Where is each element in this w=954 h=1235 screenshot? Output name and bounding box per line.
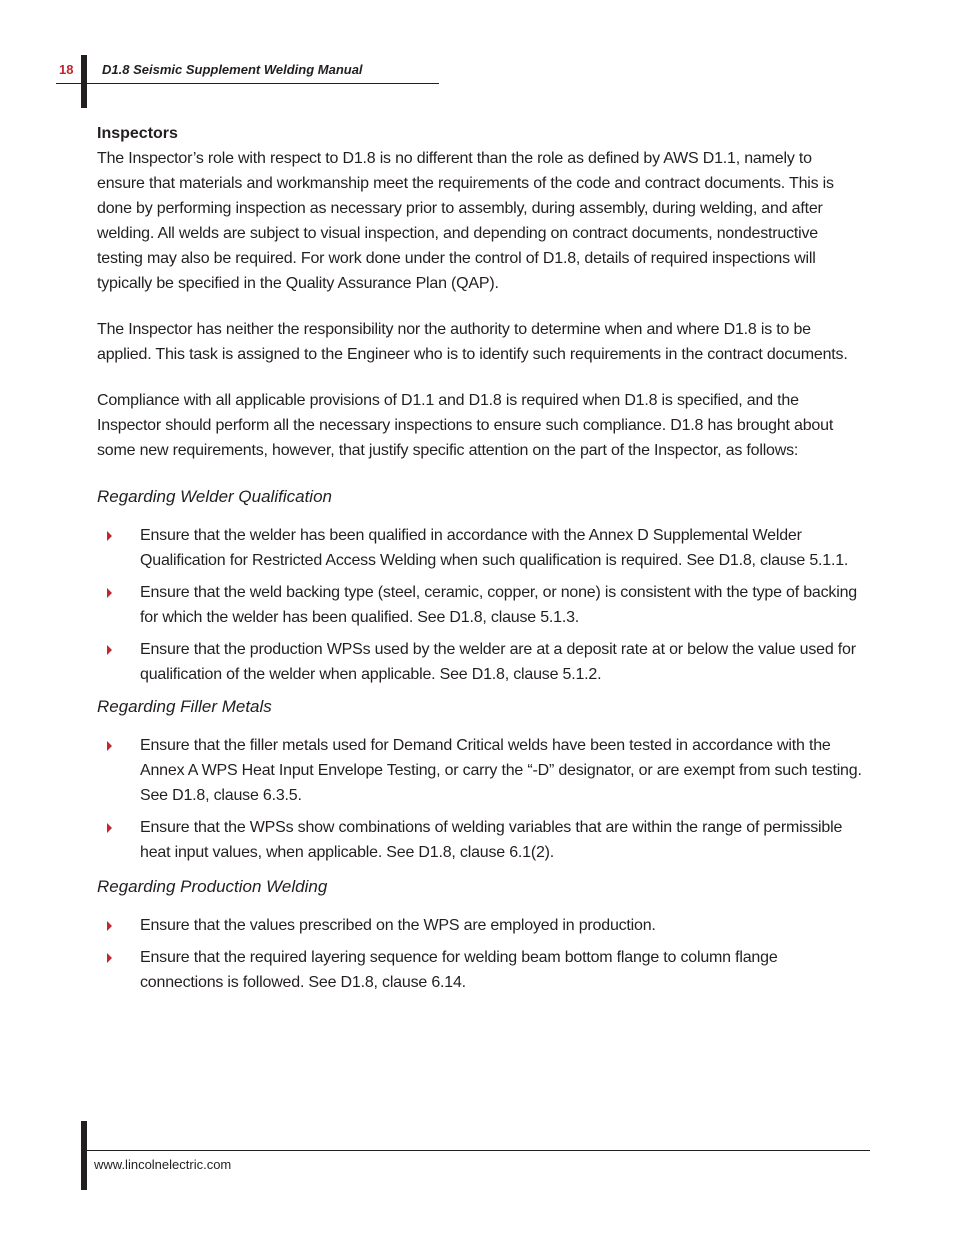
subheading-filler-metals: Regarding Filler Metals — [97, 697, 272, 716]
list-item — [97, 580, 862, 630]
triangle-right-icon — [107, 953, 112, 963]
list-item-text: Ensure that the filler metals used for Demand Critical welds have been tested in accordance with the Annex A WPS Heat Input Envelope Testing, or carry the “-D” designator, or are exempt from such testing. See D1.8, clause 6.3.5. — [140, 737, 862, 804]
triangle-right-icon — [107, 531, 112, 541]
list-item — [97, 913, 862, 938]
triangle-right-icon — [107, 921, 112, 931]
footer-rule — [81, 1150, 870, 1151]
running-title: D1.8 Seismic Supplement Welding Manual — [102, 62, 363, 77]
list-item-text: Ensure that the required layering sequence for welding beam bottom flange to column flange connections is followed. See D1.8, clause 6.14. — [140, 949, 778, 991]
paragraph: The Inspector has neither the responsibility nor the authority to determine when and where D1.8 is to be applied. This task is assigned to the Engineer who is to identify such requirements in the contract documents. — [97, 321, 848, 363]
list-item — [97, 637, 862, 687]
list-item-text: Ensure that the production WPSs used by the welder are at a deposit rate at or below the value used for qualification of the welder when applicable. See D1.8, clause 5.1.2. — [140, 641, 856, 683]
triangle-right-icon — [107, 645, 112, 655]
bullet-list — [97, 523, 862, 687]
list-item — [97, 523, 862, 573]
list-item-text: Ensure that the welder has been qualified in accordance with the Annex D Supplemental Welder Qualification for Restricted Access Welding when such qualification is required. See D1.8, clause 5.1.1. — [140, 527, 849, 569]
header-rule — [56, 83, 439, 84]
page-content — [97, 121, 862, 1002]
list-item — [97, 733, 862, 808]
footer-url: www.lincolnelectric.com — [94, 1157, 232, 1172]
list-item — [97, 945, 862, 995]
list-item-text: Ensure that the values prescribed on the WPS are employed in production. — [140, 917, 656, 934]
footer-bar — [81, 1121, 87, 1190]
list-item-text: Ensure that the WPSs show combinations of welding variables that are within the range of permissible heat input values, when applicable. See D1.8, clause 6.1(2). — [140, 819, 843, 861]
bullet-list — [97, 913, 862, 995]
subheading-welder-qualification: Regarding Welder Qualification — [97, 487, 332, 506]
page-number: 18 — [59, 62, 74, 77]
paragraph: The Inspector’s role with respect to D1.8 is no different than the role as defined by AWS D1.1, namely to ensure that materials and workmanship meet the requirements of the code and contract documents. This is done by performing inspection as necessary prior to assembly, during assembly, during welding, and after welding. All welds are subject to visual inspection, and depending on contract documents, nondestructive testing may also be required. For work done under the control of D1.8, details of required inspections will typically be specified in the Quality Assurance Plan (QAP). — [97, 150, 834, 292]
list-item-text: Ensure that the weld backing type (steel, ceramic, copper, or none) is consistent with the type of backing for which the welder has been qualified. See D1.8, clause 5.1.3. — [140, 584, 857, 626]
paragraph: Compliance with all applicable provisions of D1.1 and D1.8 is required when D1.8 is specified, and the Inspector should perform all the necessary inspections to ensure such compliance. D1.8 has brought about some new requirements, however, that justify specific attention on the part of the Inspector, as follows: — [97, 392, 834, 459]
list-item — [97, 815, 862, 865]
triangle-right-icon — [107, 823, 112, 833]
subheading-production-welding: Regarding Production Welding — [97, 877, 328, 896]
triangle-right-icon — [107, 741, 112, 751]
header-bar — [81, 55, 87, 108]
section-title: Inspectors — [97, 125, 178, 142]
triangle-right-icon — [107, 588, 112, 598]
bullet-list — [97, 733, 862, 865]
